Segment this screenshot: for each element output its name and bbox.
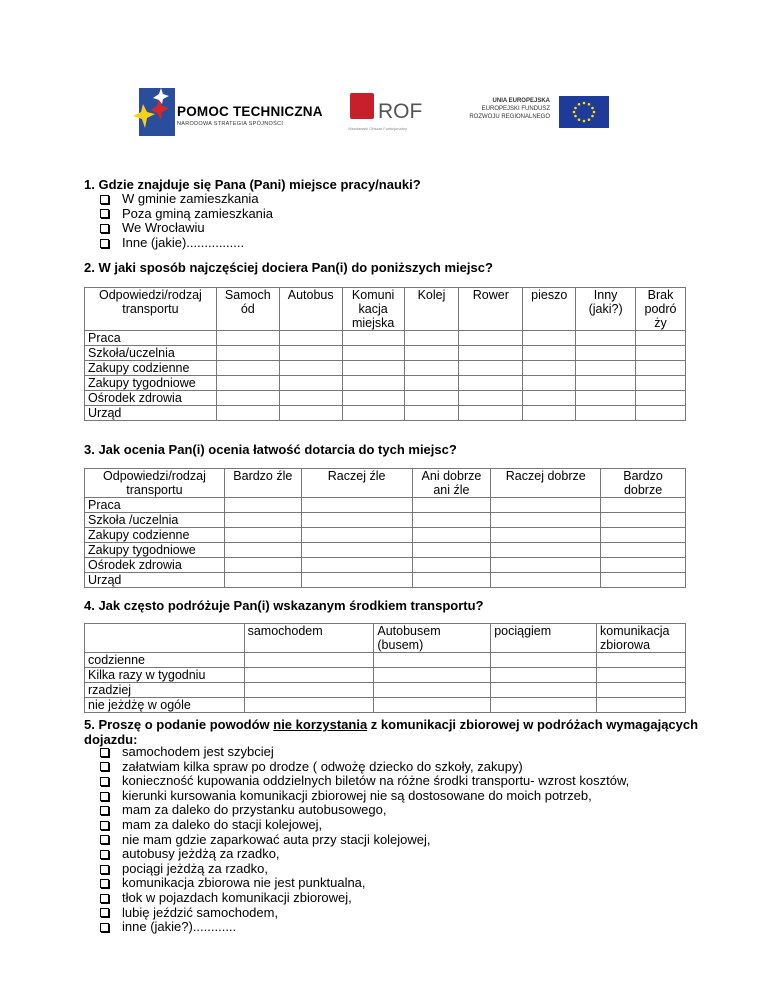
answer-cell[interactable] [412, 543, 491, 558]
option-label: tłok w pojazdach komunikacji zbiorowej, [122, 889, 352, 905]
answer-cell[interactable] [491, 653, 597, 668]
answer-cell[interactable] [279, 391, 342, 406]
q5-option[interactable] [100, 818, 629, 833]
column-header: Komuni kacja miejska [342, 288, 404, 331]
answer-cell[interactable] [491, 683, 597, 698]
answer-cell[interactable] [491, 528, 601, 543]
q5-option[interactable] [100, 833, 629, 848]
checkbox-icon[interactable] [100, 239, 109, 248]
q1-option[interactable] [100, 221, 273, 236]
answer-cell[interactable] [491, 698, 597, 713]
row-label: Praca [85, 498, 225, 513]
column-header: Bardzo dobrze [601, 469, 686, 498]
q5-title-pre: 5. Proszę o podanie powodów [84, 717, 274, 732]
rof-logo-icon [350, 93, 374, 119]
row-label: Urząd [85, 406, 217, 421]
answer-cell[interactable] [244, 683, 374, 698]
answer-cell[interactable] [491, 668, 597, 683]
column-header: Autobusem (busem) [374, 624, 491, 653]
eu-text [468, 97, 550, 121]
option-label: nie mam gdzie zaparkować auta przy stacji kolejowej, [122, 831, 431, 847]
checkbox-icon[interactable] [100, 850, 109, 859]
answer-cell[interactable] [216, 361, 279, 376]
row-label: Zakupy codzienne [85, 528, 225, 543]
answer-cell[interactable] [523, 391, 576, 406]
answer-cell[interactable] [301, 528, 412, 543]
q5-option[interactable] [100, 847, 629, 862]
answer-cell[interactable] [404, 406, 459, 421]
column-header: Odpowiedzi/rodzaj transportu [85, 288, 217, 331]
column-header [85, 624, 245, 653]
row-label: Zakupy tygodniowe [85, 376, 217, 391]
eu-flag-icon [559, 96, 609, 128]
table-row [85, 361, 686, 376]
q5-option[interactable] [100, 891, 629, 906]
q5-option[interactable] [100, 906, 629, 921]
q4-title: 4. Jak często podróżuje Pan(i) wskazanym środkiem transportu? [84, 598, 484, 613]
q3-table [84, 468, 686, 588]
option-label: lubię jeździć samochodem, [122, 904, 279, 920]
q2-title: 2. W jaki sposób najczęściej dociera Pan(i) do poniższych miejsc? [84, 260, 493, 275]
answer-cell[interactable] [374, 698, 491, 713]
answer-cell[interactable] [374, 683, 491, 698]
answer-cell[interactable] [216, 376, 279, 391]
answer-cell[interactable] [523, 361, 576, 376]
table-row [85, 346, 686, 361]
answer-cell[interactable] [576, 361, 636, 376]
answer-cell[interactable] [224, 513, 301, 528]
answer-cell[interactable] [224, 543, 301, 558]
answer-cell[interactable] [216, 391, 279, 406]
option-label: autobusy jeżdżą za rzadko, [122, 846, 280, 862]
eu-line3: ROZWOJU REGIONALNEGO [469, 114, 550, 120]
answer-cell[interactable] [342, 406, 404, 421]
table-row [85, 653, 686, 668]
table-row [85, 513, 686, 528]
q5-title [84, 717, 704, 747]
row-label: Urząd [85, 573, 225, 588]
eu-line2: EUROPEJSKI FUNDUSZ [481, 106, 550, 112]
column-header: komunikacja zbiorowa [597, 624, 686, 653]
answer-cell[interactable] [412, 528, 491, 543]
answer-cell[interactable] [216, 331, 279, 346]
answer-cell[interactable] [601, 528, 686, 543]
option-label: samochodem jest szybciej [122, 744, 274, 759]
answer-cell[interactable] [491, 513, 601, 528]
column-header: Raczej źle [301, 469, 412, 498]
row-label: Szkoła /uczelnia [85, 513, 225, 528]
header-row [85, 288, 686, 331]
checkbox-icon[interactable] [100, 821, 109, 830]
answer-cell[interactable] [636, 391, 686, 406]
column-header: samochodem [244, 624, 374, 653]
table-row [85, 668, 686, 683]
answer-cell[interactable] [342, 346, 404, 361]
answer-cell[interactable] [636, 346, 686, 361]
row-label: Ośrodek zdrowia [85, 391, 217, 406]
answer-cell[interactable] [636, 331, 686, 346]
answer-cell[interactable] [491, 558, 601, 573]
answer-cell[interactable] [404, 376, 459, 391]
answer-cell[interactable] [301, 543, 412, 558]
answer-cell[interactable] [301, 573, 412, 588]
answer-cell[interactable] [301, 513, 412, 528]
column-header: Odpowiedzi/rodzaj transportu [85, 469, 225, 498]
answer-cell[interactable] [412, 513, 491, 528]
option-label: mam za daleko do przystanku autobusowego, [122, 802, 387, 818]
checkbox-icon[interactable] [100, 209, 109, 218]
pomoc-title: POMOC TECHNICZNA [177, 104, 323, 119]
q1-title: 1. Gdzie znajduje się Pana (Pani) miejsce pracy/nauki? [84, 177, 421, 192]
option-label: W gminie zamieszkania [122, 191, 259, 206]
pomoc-techniczna-logo [133, 88, 175, 136]
answer-cell[interactable] [523, 376, 576, 391]
answer-cell[interactable] [491, 543, 601, 558]
answer-cell[interactable] [523, 406, 576, 421]
answer-cell[interactable] [636, 406, 686, 421]
q1-option[interactable] [100, 236, 273, 251]
option-label: pociągi jeżdżą za rzadko, [122, 860, 268, 876]
q1-options [100, 192, 273, 250]
checkbox-icon[interactable] [100, 894, 109, 903]
q1-option[interactable] [100, 207, 273, 222]
answer-cell[interactable] [342, 331, 404, 346]
q5-options [100, 745, 629, 935]
answer-cell[interactable] [279, 406, 342, 421]
q5-title-underlined: nie korzystania [273, 717, 368, 732]
table-row [85, 406, 686, 421]
q5-option[interactable] [100, 789, 629, 804]
option-label: We Wrocławiu [122, 220, 205, 236]
answer-cell[interactable] [459, 391, 523, 406]
column-header: pociągiem [491, 624, 597, 653]
column-header: Autobus [279, 288, 342, 331]
answer-cell[interactable] [523, 331, 576, 346]
answer-cell[interactable] [576, 391, 636, 406]
row-label: nie jeżdżę w ogóle [85, 698, 245, 713]
checkbox-icon[interactable] [100, 777, 109, 786]
rof-subtitle: Wrocławski Obszar Funkcjonalny [348, 126, 407, 131]
q5-option[interactable] [100, 920, 629, 935]
row-label: Kilka razy w tygodniu [85, 668, 245, 683]
answer-cell[interactable] [576, 346, 636, 361]
checkbox-icon[interactable] [100, 806, 109, 815]
answer-cell[interactable] [597, 668, 686, 683]
table-row [85, 391, 686, 406]
header-row [85, 624, 686, 653]
answer-cell[interactable] [279, 346, 342, 361]
answer-cell[interactable] [491, 498, 601, 513]
table-row [85, 573, 686, 588]
checkbox-icon[interactable] [100, 865, 109, 874]
answer-cell[interactable] [244, 653, 374, 668]
answer-cell[interactable] [459, 406, 523, 421]
row-label: Zakupy codzienne [85, 361, 217, 376]
pomoc-subtitle: NARODOWA STRATEGIA SPÓJNOŚCI [177, 121, 284, 127]
column-header: Rower [459, 288, 523, 331]
answer-cell[interactable] [597, 653, 686, 668]
answer-cell[interactable] [342, 391, 404, 406]
row-label: Praca [85, 331, 217, 346]
answer-cell[interactable] [597, 683, 686, 698]
header-row [85, 469, 686, 498]
column-header: Samoch ód [216, 288, 279, 331]
checkbox-icon[interactable] [100, 879, 109, 888]
checkbox-icon[interactable] [100, 908, 109, 917]
answer-cell[interactable] [412, 558, 491, 573]
table-row [85, 698, 686, 713]
eu-line1: UNIA EUROPEJSKA [492, 98, 550, 104]
option-label: inne (jakie?)............ [122, 919, 237, 935]
q3-title: 3. Jak ocenia Pan(i) ocenia łatwość dotarcia do tych miejsc? [84, 442, 457, 457]
table-row [85, 331, 686, 346]
option-label: mam za daleko do stacji kolejowej, [122, 816, 323, 832]
answer-cell[interactable] [244, 668, 374, 683]
option-label: Poza gminą zamieszkania [122, 205, 274, 221]
option-label: konieczność kupowania oddzielnych biletów na różne środki transportu- wzrost kosztów, [122, 773, 630, 789]
answer-cell[interactable] [404, 331, 459, 346]
answer-cell[interactable] [636, 361, 686, 376]
rof-logo-text: ROF [378, 100, 423, 123]
answer-cell[interactable] [459, 376, 523, 391]
column-header: Inny (jaki?) [576, 288, 636, 331]
answer-cell[interactable] [601, 573, 686, 588]
checkbox-icon[interactable] [100, 762, 109, 771]
column-header: Bardzo źle [224, 469, 301, 498]
answer-cell[interactable] [342, 376, 404, 391]
answer-cell[interactable] [301, 558, 412, 573]
answer-cell[interactable] [301, 498, 412, 513]
q5-option[interactable] [100, 862, 629, 877]
row-label: Ośrodek zdrowia [85, 558, 225, 573]
checkbox-icon[interactable] [100, 923, 109, 932]
option-label: komunikacja zbiorowa nie jest punktualna, [122, 875, 366, 891]
option-label: kierunki kursowania komunikacji zbiorowej nie są dostosowane do moich potrzeb, [122, 787, 592, 803]
q5-option[interactable] [100, 745, 629, 760]
answer-cell[interactable] [279, 361, 342, 376]
answer-cell[interactable] [412, 573, 491, 588]
answer-cell[interactable] [224, 573, 301, 588]
answer-cell[interactable] [636, 376, 686, 391]
checkbox-icon[interactable] [100, 792, 109, 801]
row-label: rzadziej [85, 683, 245, 698]
answer-cell[interactable] [491, 573, 601, 588]
q5-title-post: z komunikacji zbiorowej w podróżach wymagających dojazdu: [84, 717, 699, 747]
q5-option[interactable] [100, 876, 629, 891]
q5-option[interactable] [100, 774, 629, 789]
answer-cell[interactable] [597, 698, 686, 713]
answer-cell[interactable] [576, 376, 636, 391]
answer-cell[interactable] [576, 406, 636, 421]
answer-cell[interactable] [342, 361, 404, 376]
checkbox-icon[interactable] [100, 195, 109, 204]
answer-cell[interactable] [224, 558, 301, 573]
answer-cell[interactable] [404, 361, 459, 376]
row-label: codzienne [85, 653, 245, 668]
answer-cell[interactable] [601, 543, 686, 558]
answer-cell[interactable] [601, 498, 686, 513]
q5-option[interactable] [100, 803, 629, 818]
answer-cell[interactable] [244, 698, 374, 713]
answer-cell[interactable] [404, 391, 459, 406]
table-row [85, 558, 686, 573]
answer-cell[interactable] [279, 376, 342, 391]
answer-cell[interactable] [459, 346, 523, 361]
table-row [85, 498, 686, 513]
answer-cell[interactable] [279, 331, 342, 346]
q5-option[interactable] [100, 760, 629, 775]
table-row [85, 543, 686, 558]
answer-cell[interactable] [601, 558, 686, 573]
table-row [85, 683, 686, 698]
table-row [85, 376, 686, 391]
checkbox-icon[interactable] [100, 224, 109, 233]
answer-cell[interactable] [224, 528, 301, 543]
q2-table [84, 287, 686, 421]
column-header: Kolej [404, 288, 459, 331]
answer-cell[interactable] [224, 498, 301, 513]
checkbox-icon[interactable] [100, 835, 109, 844]
row-label: Zakupy tygodniowe [85, 543, 225, 558]
answer-cell[interactable] [601, 513, 686, 528]
column-header: Ani dobrze ani źle [412, 469, 491, 498]
q4-table [84, 623, 686, 713]
column-header: Brak podró ży [636, 288, 686, 331]
answer-cell[interactable] [523, 346, 576, 361]
table-row [85, 528, 686, 543]
answer-cell[interactable] [459, 361, 523, 376]
answer-cell[interactable] [404, 346, 459, 361]
column-header: Raczej dobrze [491, 469, 601, 498]
option-label: załatwiam kilka spraw po drodze ( odwożę dziecko do szkoły, zakupy) [122, 758, 523, 774]
q1-option[interactable] [100, 192, 273, 207]
option-label: Inne (jakie)................ [122, 234, 245, 250]
answer-cell[interactable] [216, 406, 279, 421]
answer-cell[interactable] [412, 498, 491, 513]
row-label: Szkoła/uczelnia [85, 346, 217, 361]
column-header: pieszo [523, 288, 576, 331]
answer-cell[interactable] [576, 331, 636, 346]
answer-cell[interactable] [216, 346, 279, 361]
answer-cell[interactable] [374, 653, 491, 668]
checkbox-icon[interactable] [100, 748, 109, 757]
answer-cell[interactable] [459, 331, 523, 346]
answer-cell[interactable] [374, 668, 491, 683]
